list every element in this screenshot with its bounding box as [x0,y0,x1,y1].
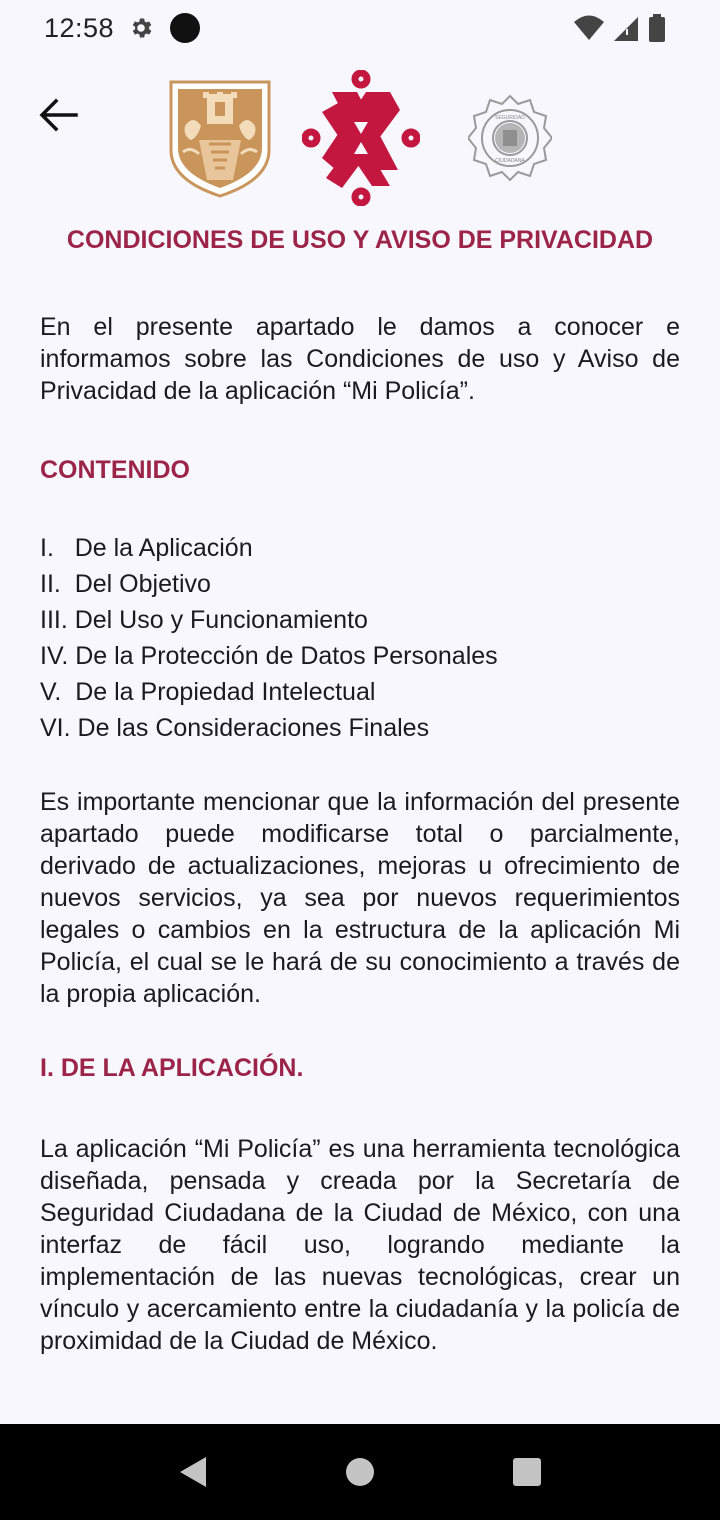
section-1-body: La aplicación “Mi Policía” es una herramienta tecnológica diseñada, pensada y creada por la Secretaría de Seguridad Ciudadana de la Ciudad de México, con una interfaz de fácil uso, logrando mediante la implementación de las nuevas tecnológicas, crear un vínculo y acercamiento entre la ciudadanía y la policía de proximidad de la Ciudad de México. [40,1135,680,1355]
settings-gear-icon [128,15,154,41]
toc-item: II. Del Objetivo [40,570,211,598]
system-nav-bar [0,1424,720,1520]
intro-paragraph: En el presente apartado le damos a conocer e informamos sobre las Condiciones de uso y Aviso de Privacidad de la aplicación “Mi Policía”. [40,313,680,405]
battery-icon [648,14,666,42]
toc-item: I. De la Aplicación [40,534,253,562]
cdmx-emblem-logo [302,70,420,206]
notification-dot-icon [170,13,200,43]
nav-recents-button[interactable] [503,1448,551,1496]
header [0,70,720,210]
status-icons [574,14,666,42]
table-of-contents [40,530,680,746]
notice-paragraph: Es importante mencionar que la información del presente apartado puede modificarse total o parcialmente, derivado de actualizaciones, mejoras u ofrecimiento de nuevos servicios, ya sea por nuevos requerimientos legales o cambios en la estructura de la aplicación Mi Policía, el cual se le hará de su conocimiento a través de la propia aplicación. [40,788,680,1008]
status-time: 12:58 [44,12,115,43]
terms-content [40,220,680,1357]
home-circle-icon [344,1456,376,1488]
wifi-icon [574,15,604,41]
toc-item: VI. De las Consideraciones Finales [40,714,430,742]
toc-item: III. Del Uso y Funcionamiento [40,606,368,634]
signal-icon [614,15,638,41]
back-arrow-icon[interactable] [36,92,82,138]
cdmx-shield-logo [169,80,271,198]
contents-heading: CONTENIDO [40,456,190,484]
recents-square-icon [511,1456,543,1488]
page-title: CONDICIONES DE USO Y AVISO DE PRIVACIDAD [66,226,654,254]
status-bar [0,0,720,56]
seal-text-top: SEGURIDAD [495,115,525,121]
toc-item: IV. De la Protección de Datos Personales [40,642,498,670]
nav-back-button[interactable] [169,1448,217,1496]
police-seal-logo [468,94,552,182]
seal-text-bottom: CIUDADANA [495,158,525,164]
nav-home-button[interactable] [336,1448,384,1496]
back-triangle-icon [176,1455,210,1489]
toc-item: V. De la Propiedad Intelectual [40,678,376,706]
section-1-heading: I. DE LA APLICACIÓN. [40,1054,304,1082]
